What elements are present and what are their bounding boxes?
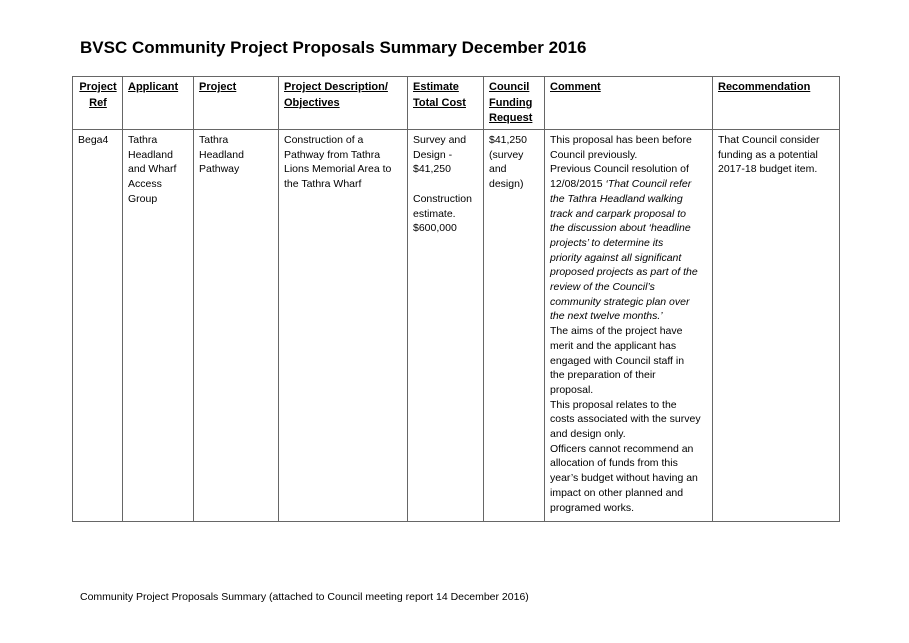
page-footer: Community Project Proposals Summary (attached to Council meeting report 14 December 2016) xyxy=(80,591,529,603)
header-project-ref: Project Ref xyxy=(73,77,123,130)
header-project: Project xyxy=(194,77,279,130)
proposals-table xyxy=(72,76,840,522)
cell-ref: Bega4 xyxy=(73,130,123,522)
page-title: BVSC Community Project Proposals Summary December 2016 xyxy=(80,38,587,57)
table-row xyxy=(73,130,840,522)
cell-funding: $41,250 (survey and design) xyxy=(484,130,545,522)
cell-estimate: Survey and Design - $41,250 Construction estimate. $600,000 xyxy=(408,130,484,522)
header-row xyxy=(73,77,840,130)
cell-comment: This proposal has been before Council previously. Previous Council resolution of 12/08/2015 ‘That Council refer the Tathra Headland walking track and carpark proposal to the discussion about ‘headline projects’ to determine its priority against all significant proposed projects as part of the review of the Council’s community strategic plan over the next twelve months.’ The aims of the project have merit and the applicant has engaged with Council staff in the preparation of their proposal. This proposal relates to the costs associated with the survey and design only. Officers cannot recommend an allocation of funds from this year’s budget without having an impact on other planned and programed works. xyxy=(545,130,713,522)
cell-project: Tathra Headland Pathway xyxy=(194,130,279,522)
header-recommendation: Recommendation xyxy=(713,77,840,130)
header-funding: Council Funding Request xyxy=(484,77,545,130)
header-description: Project Description/ Objectives xyxy=(279,77,408,130)
cell-description: Construction of a Pathway from Tathra Lions Memorial Area to the Tathra Wharf xyxy=(279,130,408,522)
header-applicant: Applicant xyxy=(123,77,194,130)
cell-applicant: Tathra Headland and Wharf Access Group xyxy=(123,130,194,522)
cell-recommendation: That Council consider funding as a potential 2017-18 budget item. xyxy=(713,130,840,522)
header-estimate: Estimate Total Cost xyxy=(408,77,484,130)
header-comment: Comment xyxy=(545,77,713,130)
